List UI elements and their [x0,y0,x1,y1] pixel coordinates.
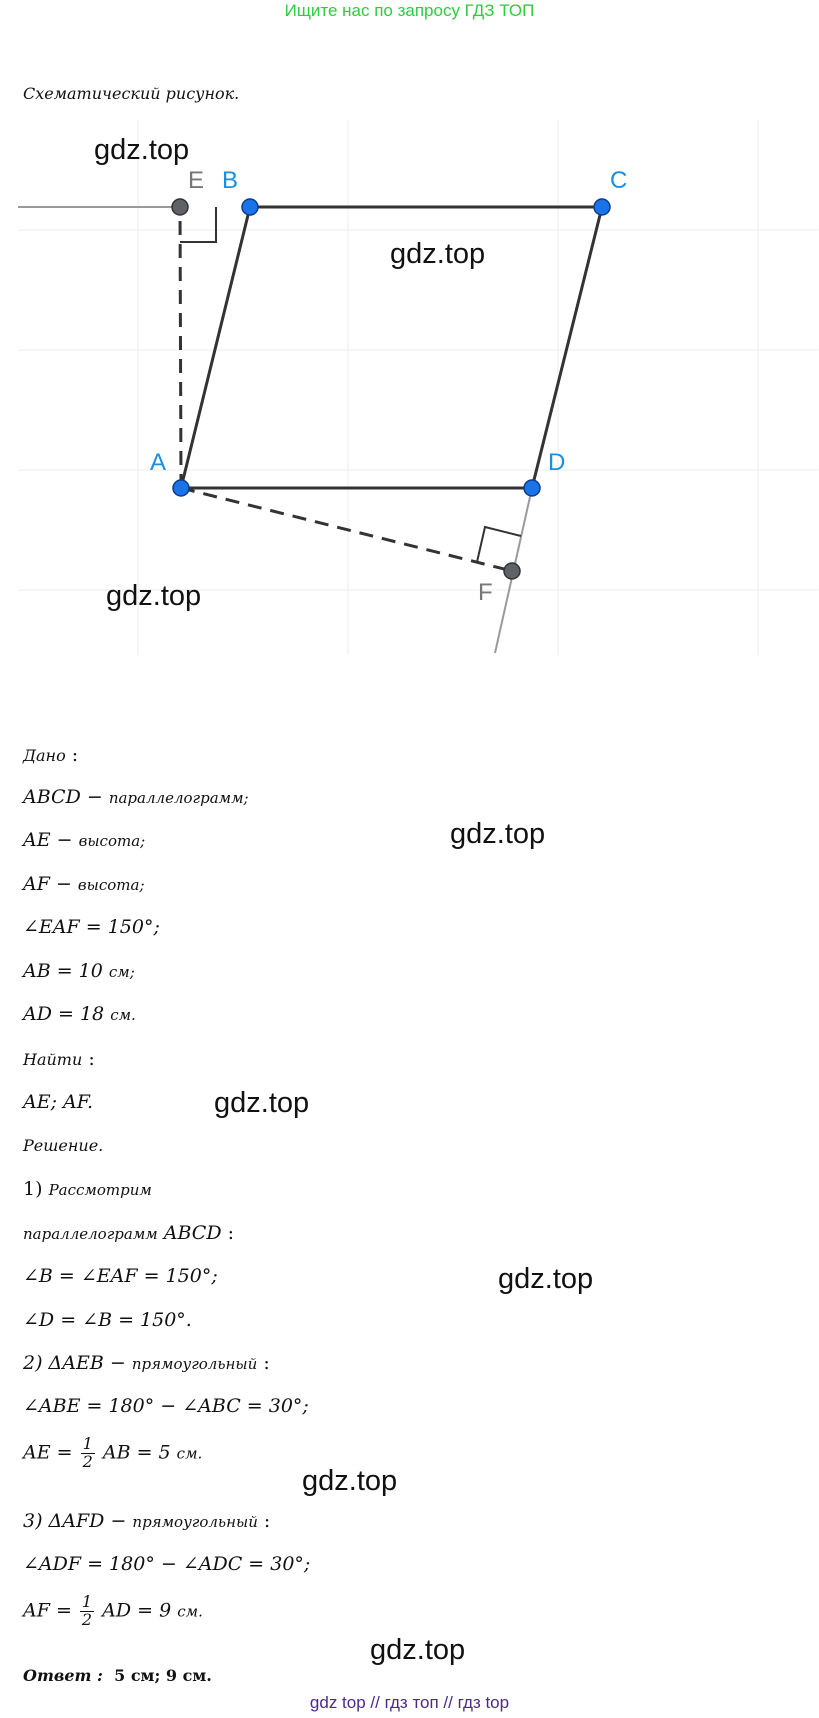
solution-step-3: 3) ΔAFD − прямоугольный : [23,1510,271,1532]
solution-heading: Решение. [23,1136,104,1155]
label-f: F [478,579,493,606]
label-c: C [610,167,628,194]
given-unit: см. [110,1006,136,1024]
step-math: ABCD [163,1222,222,1244]
given-title: Дано [23,746,66,765]
fraction-denominator: 2 [82,1451,93,1471]
given-math: AD = 18 [23,1003,105,1025]
given-line-5 [23,960,135,982]
step-unit: см. [176,1444,203,1463]
step-math: AF = [23,1599,72,1622]
step-math: AE = [23,1441,73,1464]
grid [18,120,818,655]
watermark: gdz.top [390,238,486,270]
given-text: высота; [78,832,146,850]
step-number: 2) ΔAEB − [23,1352,126,1374]
fraction [80,1594,94,1629]
watermark: gdz.top [302,1465,398,1497]
step-text: прямоугольный [131,1355,258,1373]
watermark: gdz.top [106,580,202,612]
label-b: B [222,167,239,194]
given-line-6 [23,1003,136,1025]
find-value: AE; AF. [23,1091,94,1113]
altitude-af [181,488,512,571]
given-line-1 [23,786,249,808]
fraction-numerator: 1 [82,1434,93,1453]
step-math: AB = 5 [102,1441,171,1464]
label-e: E [188,167,205,194]
solution-step-3b: ∠ADF = 180° − ∠ADC = 30°; [23,1553,311,1575]
fraction-numerator: 1 [81,1592,93,1611]
step-math: AD = 9 [102,1599,172,1622]
solution-step-2: 2) ΔAEB − прямоугольный : [23,1352,270,1374]
search-banner[interactable]: Ищите нас по запросу ГДЗ ТОП [284,1,535,20]
label-a: A [150,449,167,476]
point-b [242,199,258,215]
given-math: ABCD − [23,786,103,808]
answer-value: 5 см; 9 см. [114,1666,212,1685]
right-angle-f [477,527,521,562]
find-heading: Найти : [23,1048,95,1070]
step-text: параллелограмм [23,1225,158,1243]
solution-step-1 [23,1178,152,1200]
point-d [524,480,540,496]
step-unit: см. [177,1602,203,1621]
watermark: gdz.top [214,1087,310,1119]
given-heading: Дано : [23,744,79,766]
given-line-2 [23,829,145,851]
solution-step-1d: ∠D = ∠B = 150°. [23,1309,192,1331]
answer [23,1666,212,1685]
point-c [594,199,610,215]
given-text: высота; [77,876,145,894]
given-text: параллелограмм; [108,789,249,807]
parallelogram-figure [18,120,818,655]
given-math: AE − [23,829,73,851]
watermark: gdz.top [370,1634,466,1666]
given-math: AF − [23,873,72,895]
fraction-denominator: 2 [81,1609,93,1629]
altitude-ae [180,207,181,488]
watermark: gdz.top [450,818,546,850]
point-e [172,199,188,215]
given-math: AB = 10 [23,960,103,982]
figure-caption: Схематический рисунок. [23,84,240,103]
watermark: gdz.top [94,134,190,166]
step-text: прямоугольный [132,1513,258,1531]
given-line-3 [23,873,145,895]
point-a [173,480,189,496]
solution-step-1b: параллелограмм ABCD : [23,1222,235,1244]
given-unit: см; [108,963,135,981]
solution-step-2b: ∠ABE = 180° − ∠ABC = 30°; [23,1395,309,1417]
solution-step-1c: ∠B = ∠EAF = 150°; [23,1265,218,1287]
answer-label: Ответ : [23,1666,103,1685]
footer-links[interactable]: gdz top // гдз топ // гдз top [309,1693,510,1712]
given-line-4: ∠EAF = 150°; [23,916,160,938]
solution-step-2c [23,1436,202,1471]
point-f [504,563,520,579]
find-title: Найти [23,1050,83,1069]
solution-step-3c [23,1594,203,1629]
step-number: 1) [23,1178,43,1200]
label-d: D [548,449,566,476]
step-text: Рассмотрим [48,1181,152,1199]
step-number: 3) ΔAFD − [23,1510,127,1532]
fraction [81,1436,95,1471]
watermark: gdz.top [498,1263,594,1295]
